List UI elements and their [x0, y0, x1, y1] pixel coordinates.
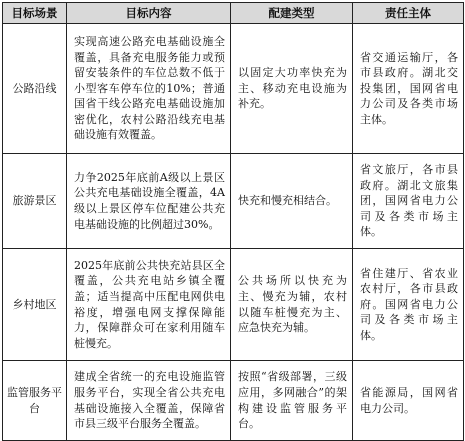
header-type: 配建类型: [231, 3, 353, 24]
table-row: [3, 24, 464, 154]
cell-scene: 乡村地区: [3, 249, 67, 361]
table-header-row: [3, 3, 464, 24]
header-content: 目标内容: [67, 3, 231, 24]
cell-content: 力争2025年底前A级以上景区公共充电基础设施全覆盖，4A级以上景区停车位配建公共充电基础设施的比例超过30%。: [67, 154, 231, 249]
cell-type: 按照“省级部署，三级应用，多网融合”的架构建设监管服务平台。: [231, 361, 353, 441]
cell-type: 公共场所以快充为主、慢充为辅，农村以随车桩慢充为主、应急快充为辅。: [231, 249, 353, 361]
table-row: [3, 154, 464, 249]
cell-scene: 旅游景区: [3, 154, 67, 249]
table-row: [3, 249, 464, 361]
cell-owner: 省能源局，国网省电力公司。: [353, 361, 464, 441]
charging-infrastructure-table: [2, 2, 464, 441]
cell-scene: 公路沿线: [3, 24, 67, 154]
header-scene: 目标场景: [3, 3, 67, 24]
cell-scene: 监管服务平台: [3, 361, 67, 441]
header-owner: 责任主体: [353, 3, 464, 24]
cell-type: 以固定大功率快充为主、移动充电设施为补充。: [231, 24, 353, 154]
cell-owner: 省住建厅、省农业农村厅，各市县政府。国网省电力公司及各类市场主体。: [353, 249, 464, 361]
cell-type: 快充和慢充相结合。: [231, 154, 353, 249]
table-row: [3, 361, 464, 441]
cell-content: 建成全省统一的充电设施监管服务平台，实现全省公共充电基础设施接入全覆盖，保障省市县三级平台服务全覆盖。: [67, 361, 231, 441]
cell-owner: 省文旅厅，各市县政府。湖北文旅集团，国网省电力公司及各类市场主体。: [353, 154, 464, 249]
cell-content: 2025年底前公共快充站县区全覆盖，公共充电站乡镇全覆盖；适当提高中压配电网供电裕度，增强电网支撑保障能力，保障群众可在家利用随车桩慢充。: [67, 249, 231, 361]
cell-owner: 省交通运输厅，各市县政府。湖北交投集团，国网省电力公司及各类市场主体。: [353, 24, 464, 154]
cell-content: 实现高速公路充电基础设施全覆盖，具备充电服务能力或预留安装条件的车位总数不低于小型客车停车位的10%；普通国省干线公路充电基础设施加密优化，农村公路沿线充电基础设施有效覆盖。: [67, 24, 231, 154]
